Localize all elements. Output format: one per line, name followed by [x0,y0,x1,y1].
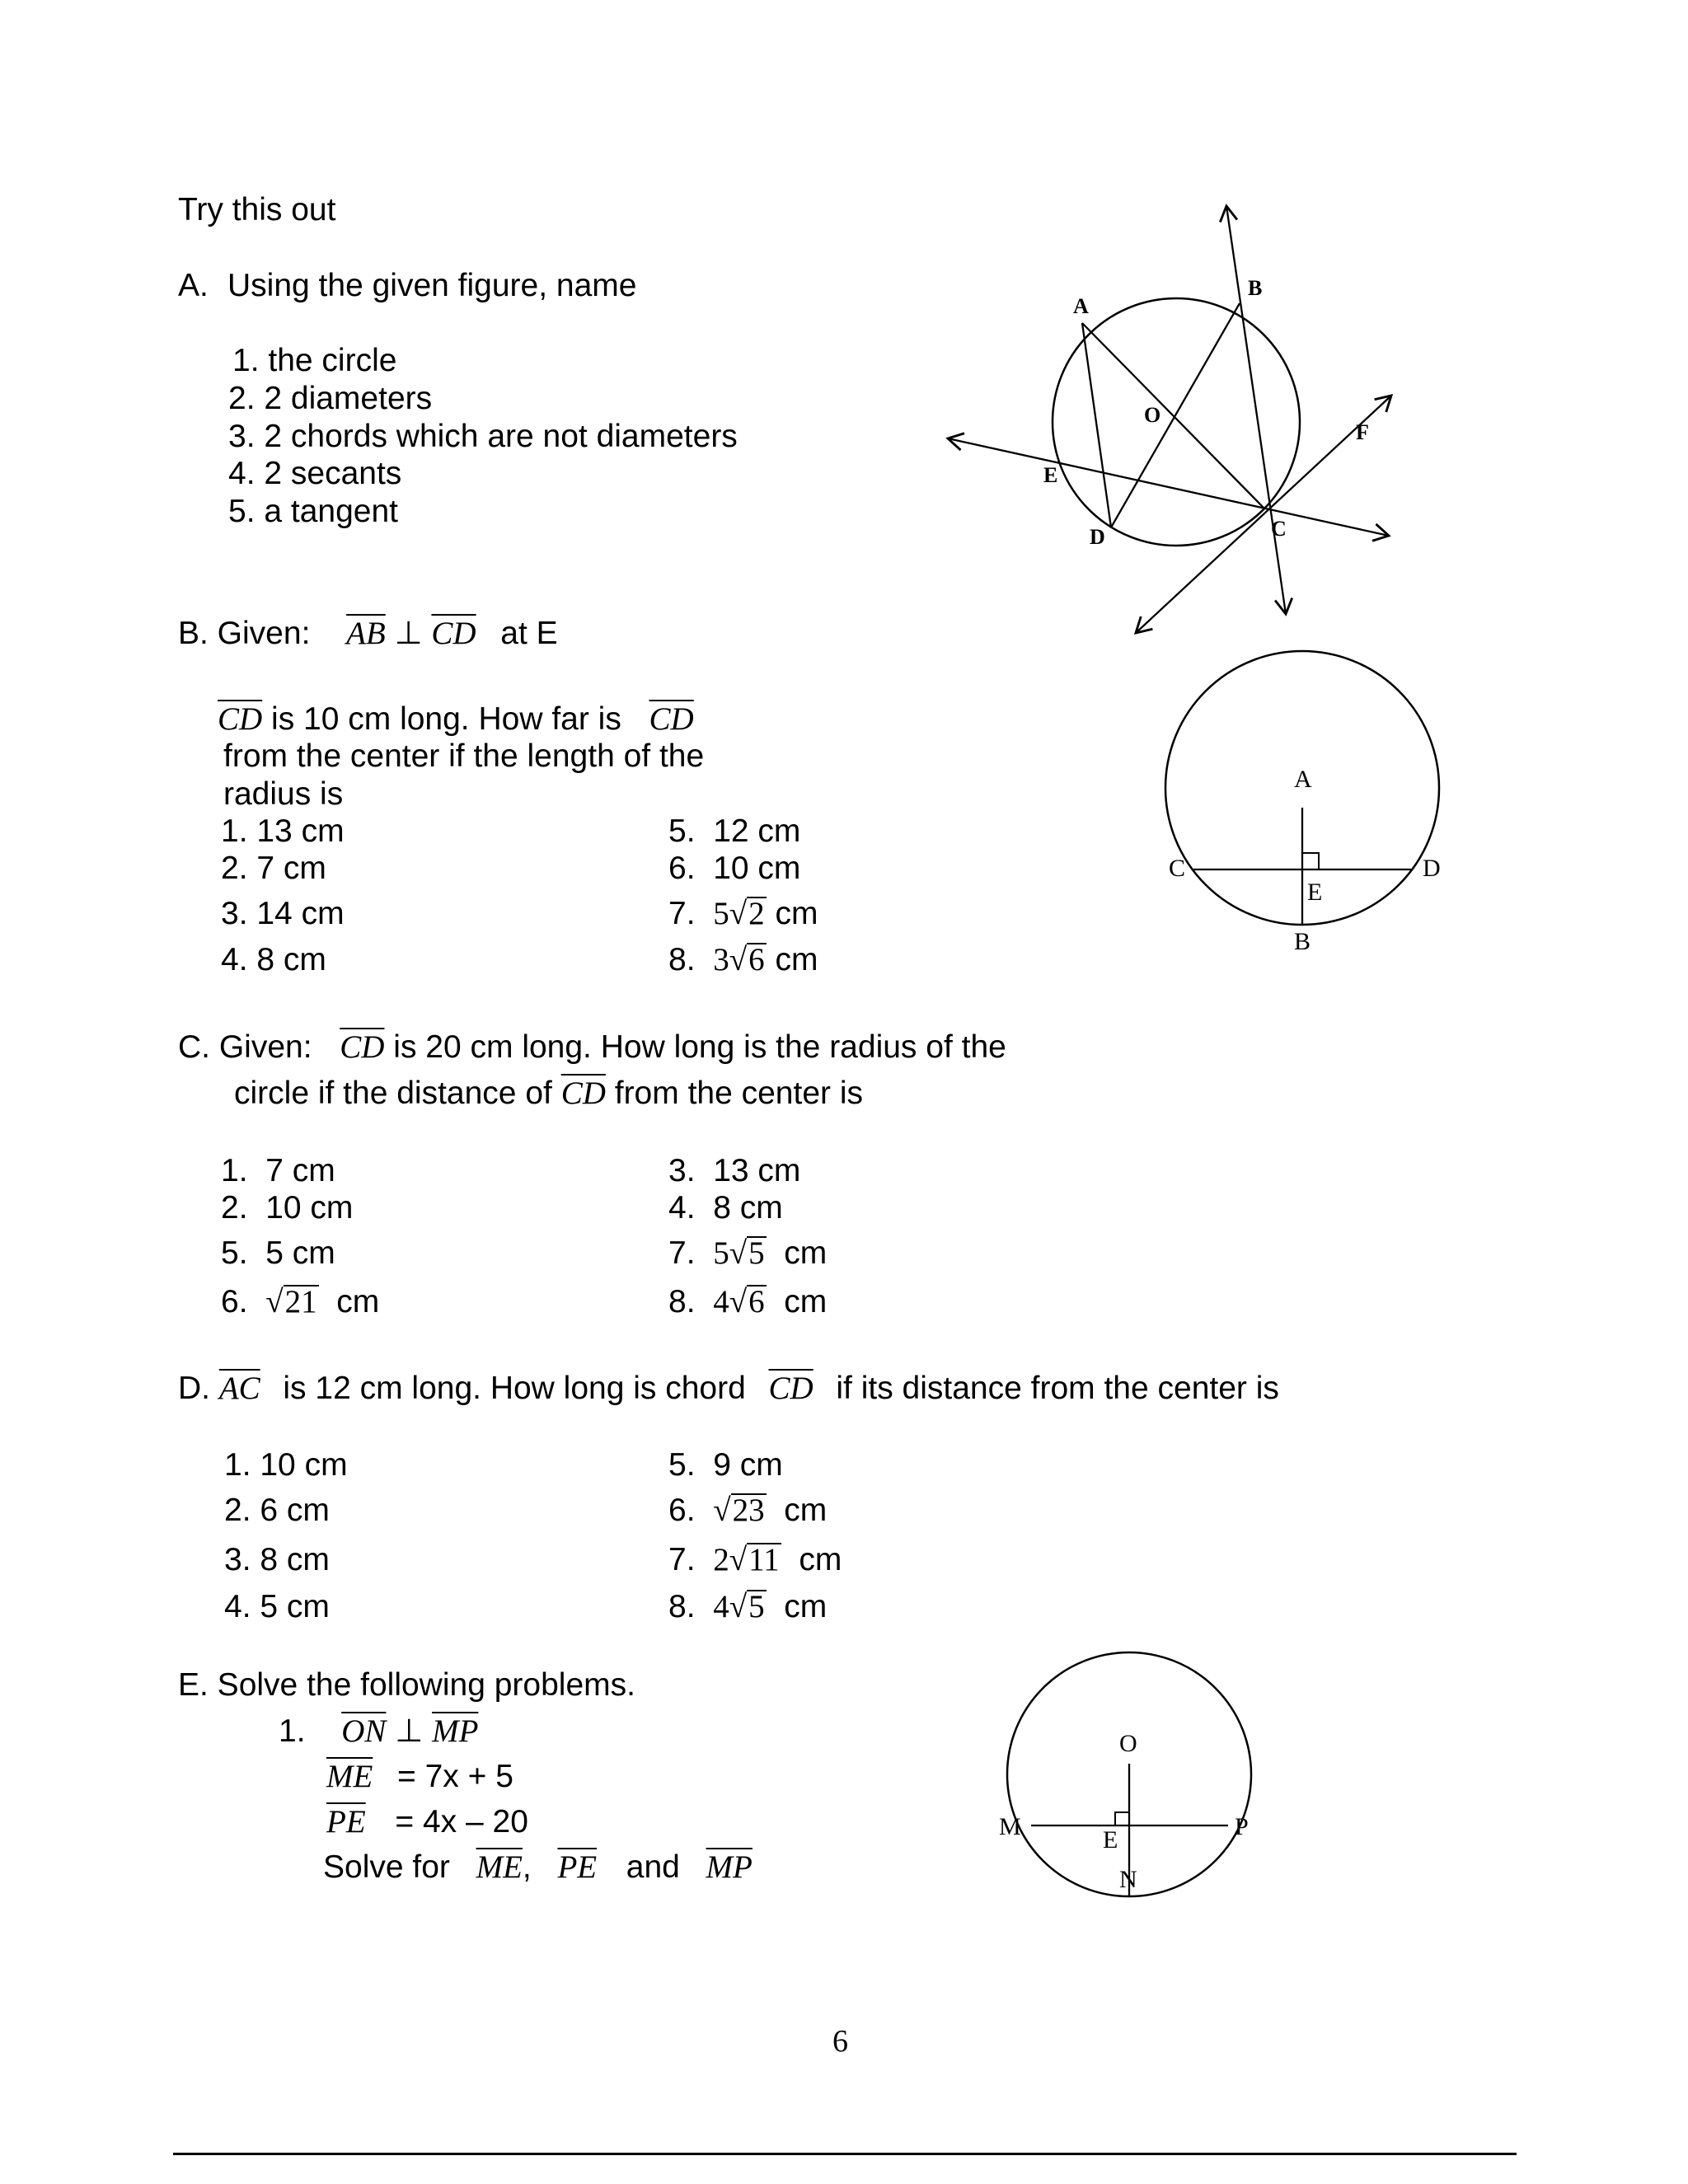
section-d-option: 4. 5 cm [224,1589,330,1624]
segment-ac: $\overline{AC}$ [218,1371,260,1406]
section-c-option: 6. √21 cm [221,1284,380,1319]
section-b-option: 8. 3√6 cm [668,942,818,977]
perp-symbol: ⊥ [395,1713,424,1749]
segment-ab: $\overline{AB}$ [346,616,386,651]
right-angle-mark [1302,853,1319,869]
section-d-option: 5. 9 cm [668,1447,783,1483]
diameter-bd [1111,303,1240,527]
section-e-line1: 1. $\overline{ON}$ ⊥ $\overline{MP}$ [279,1713,479,1749]
label-o: O [1119,1730,1137,1757]
segment-me: $\overline{ME}$ [476,1849,523,1885]
section-b-option: 4. 8 cm [221,942,326,977]
label-b: B [1294,928,1311,955]
section-e-line2: $\overline{ME} = 7x + 5$ [326,1759,513,1794]
section-a-item: 5. a tangent [228,494,399,529]
label-e: E [1307,879,1323,906]
section-b-line3: radius is [223,776,344,812]
label-d: D [1090,525,1105,549]
chord-ad [1082,323,1111,527]
figure-circle-mp [989,1640,1286,1937]
segment-cd: $\overline{CD}$ [431,616,476,651]
right-angle-mark [1115,1812,1129,1825]
segment-mp: $\overline{MP}$ [432,1713,479,1749]
section-b-option: 1. 13 cm [221,813,345,849]
section-d-option: 3. 8 cm [224,1542,330,1577]
section-c-label: C. Given: [178,1029,312,1065]
label-c: C [1169,855,1186,882]
label-m: M [999,1813,1021,1840]
section-e-heading: E. Solve the following problems. [178,1667,635,1703]
segment-pe: $\overline{PE}$ [557,1849,598,1885]
label-a: A [1073,294,1089,318]
section-c-line1 [178,1029,1006,1066]
secant-ec [948,438,1389,536]
section-c-option: 2. 10 cm [221,1190,354,1226]
label-a: A [1294,766,1312,793]
figure-circle-secants [931,198,1418,643]
segment-cd: $\overline{CD}$ [768,1371,814,1406]
section-c-option: 8. 4√6 cm [668,1284,828,1319]
figure-chord-perpendicular [1146,643,1459,964]
section-b-option: 5. 12 cm [668,813,801,849]
section-c-option: 5. 5 cm [221,1235,335,1271]
label-p: P [1235,1813,1249,1840]
section-b-line1 [218,701,694,738]
label-b: B [1248,276,1263,300]
section-c-line2: circle if the distance of $\overline{CD}$ from the center is [234,1076,864,1111]
segment-me: $\overline{ME}$ [326,1759,373,1794]
section-c-option: 3. 13 cm [668,1153,801,1188]
section-d-option: 2. 6 cm [224,1493,330,1528]
section-b-line1-text: is 10 cm long. How far is [271,701,621,737]
section-a-prompt: Using the given figure, name [227,268,637,303]
section-b-option: 7. 5√2 cm [668,896,818,931]
section-e-line4: Solve for $\overline{ME}$, $\overline{PE}$ and $\overline{MP}$ [323,1849,753,1885]
section-a-item: 2. 2 diameters [228,381,433,416]
section-d-option: 1. 10 cm [224,1447,348,1483]
label-c: C [1271,517,1287,541]
segment-cd: $\overline{CD}$ [649,701,694,737]
section-d-option: 8. 4√5 cm [668,1589,828,1624]
label-n: N [1119,1866,1137,1893]
label-e: E [1103,1826,1118,1854]
section-b-label: B. Given: [178,616,311,651]
segment-on: $\overline{ON}$ [341,1713,387,1749]
section-e-line3: $\overline{PE} = 4x - 20$ [326,1804,528,1840]
tangent-cf [1136,396,1391,633]
section-d-label: D. [178,1371,210,1406]
label-d: D [1423,855,1441,882]
secant-bc [1226,206,1286,614]
section-a-item: 1. the circle [232,343,397,378]
label-f: F [1356,420,1369,444]
section-b-line2: from the center if the length of the [223,738,705,774]
footer-rule [173,2153,1517,2155]
section-b-suffix: at E [500,616,558,651]
label-e: E [1043,463,1058,487]
section-d-option: 6. √23 cm [668,1493,828,1528]
segment-cd: $\overline{CD}$ [218,701,263,737]
page-heading: Try this out [178,192,336,227]
section-b-option: 2. 7 cm [221,851,326,886]
section-d-option: 7. 2√11 cm [668,1542,842,1577]
section-a-item: 3. 2 chords which are not diameters [228,419,738,454]
section-c-option: 7. 5√5 cm [668,1235,828,1271]
label-o: O [1144,403,1161,427]
section-c-option: 1. 7 cm [221,1153,335,1188]
section-c-text: is 20 cm long. How long is the radius of the [393,1029,1006,1065]
section-a-prefix: A. [178,268,209,303]
section-a-item: 4. 2 secants [228,456,402,491]
segment-cd: $\overline{CD}$ [340,1029,385,1065]
section-c-option: 4. 8 cm [668,1190,783,1226]
section-b-option: 3. 14 cm [221,896,345,931]
section-d-line1: D. $\overline{AC}$ is 12 cm long. How long is chord $\overline{CD}$ if its distance from the center is [178,1371,1279,1406]
page-number: 6 [832,2024,848,2059]
segment-mp: $\overline{MP}$ [706,1849,753,1885]
section-b-given [178,615,558,653]
segment-cd: $\overline{CD}$ [560,1076,606,1111]
diameter-ac [1082,323,1265,509]
perp-symbol: ⊥ [394,616,423,651]
segment-pe: $\overline{PE}$ [326,1804,366,1840]
section-b-option: 6. 10 cm [668,851,801,886]
